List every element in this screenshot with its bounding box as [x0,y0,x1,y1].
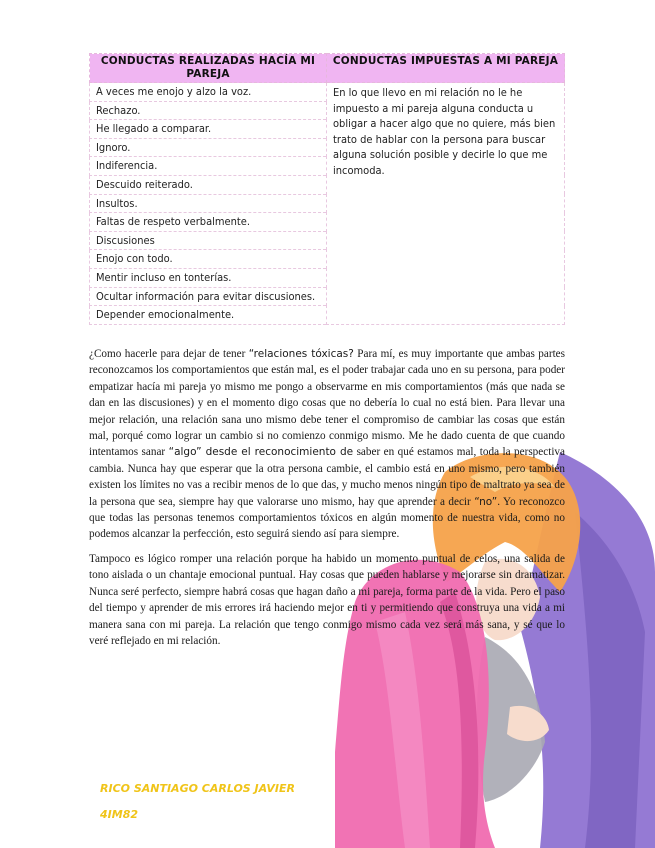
behavior-item: Discusiones [90,231,327,250]
quote-something-recognition: “algo” desde el reconocimiento de [168,446,354,459]
essay-body [89,346,565,657]
author-block [100,776,295,828]
behavior-item: Descuido reiterado. [90,175,327,194]
behavior-item: Insultos. [90,194,327,213]
behavior-item: A veces me enojo y alzo la voz. [90,83,327,102]
behavior-item: Ignoro. [90,138,327,157]
conduct-table-container [89,53,565,325]
table-row [90,83,565,102]
behavior-item: Indiferencia. [90,157,327,176]
behavior-item: He llegado a comparar. [90,120,327,139]
behavior-item: Faltas de respeto verbalmente. [90,213,327,232]
behavior-item: Depender emocionalmente. [90,306,327,325]
behavior-item: Rechazo. [90,101,327,120]
header-performed-behaviors: CONDUCTAS REALIZADAS HACÍA MI PAREJA [90,54,327,83]
header-imposed-behaviors: CONDUCTAS IMPUESTAS A MI PAREJA [327,54,565,83]
quote-no: “no” [474,495,498,508]
paragraph-1-part-b: Para mí, es muy importante que ambas partes reconozcamos los comportamientos que están mal, es el poder trabajar cada uno en su persona, para poder empatizar hacía mi pareja yo mismo me pongo a observarme en mis comportamientos (más que nada se dan en las discusiones) y en el momento digo cosas que no debería lo cual no está bien. Para llevar una mejor relación, una relación sana uno mismo debe tener el compromiso de cambiar las cosas que están mal, porqué como lograr un cambio si no comienzo conmigo mismo. Me he dado cuenta de que cuando intentamos sanar [89,348,565,459]
conduct-table [89,53,565,325]
paragraph-1-part-a: ¿Como hacerle para dejar de tener [89,348,249,360]
essay-paragraph-1 [89,346,565,543]
quote-toxic-relationships: “relaciones tóxicas? [248,348,354,360]
author-group: 4IM82 [100,808,139,821]
paragraph-1-part-d: . Yo reconozco que todas las personas tenemos comportamientos tóxicos en algún momento de nuestra vida, como no podemos alcanzar la perfección, esto seguirá siendo así para siempre. [89,495,565,541]
table-header-row [90,54,565,83]
imposed-behaviors-text: En lo que llevo en mi relación no le he impuesto a mi pareja alguna conducta u obligar a hacer algo que no quiere, más bien trato de hablar con la persona para buscar alguna solución posible y decirle lo que me incomoda. [327,83,565,325]
behavior-item: Mentir incluso en tonterías. [90,268,327,287]
paragraph-1-part-c: saber en qué estamos mal, toda la perspectiva cambia. Nunca hay que esperar que la otra persona cambie, el cambio está en uno mismo, pero también existen los límites no vas a recibir menos de lo que das, y mucho menos ningún tipo de maltrato ya sea de la persona que sea, siempre hay que valorarse uno mismo, hay que aprender a decir [89,446,565,508]
behavior-item: Ocultar información para evitar discusiones. [90,287,327,306]
author-name: RICO SANTIAGO CARLOS JAVIER [100,782,296,795]
essay-paragraph-2: Tampoco es lógico romper una relación porque ha habido un momento puntual de celos, una salida de tono aislada o un chantaje emocional puntual. Hay cosas que pueden hablarse y mejorarse sin dramatizar. Nunca seré perfecto, siempre habrá cosas que hagan daño a mi pareja, forma parte de la vida. Pero el paso del tiempo y aprender de mis errores irá haciendo mejor en ti y permitiendo que construya una vida a mi manera sana con mi pareja. La relación que tengo conmigo mismo cada vez será más sana, y sé que lo veré reflejado en mi relación. [89,552,565,647]
behavior-item: Enojo con todo. [90,250,327,269]
